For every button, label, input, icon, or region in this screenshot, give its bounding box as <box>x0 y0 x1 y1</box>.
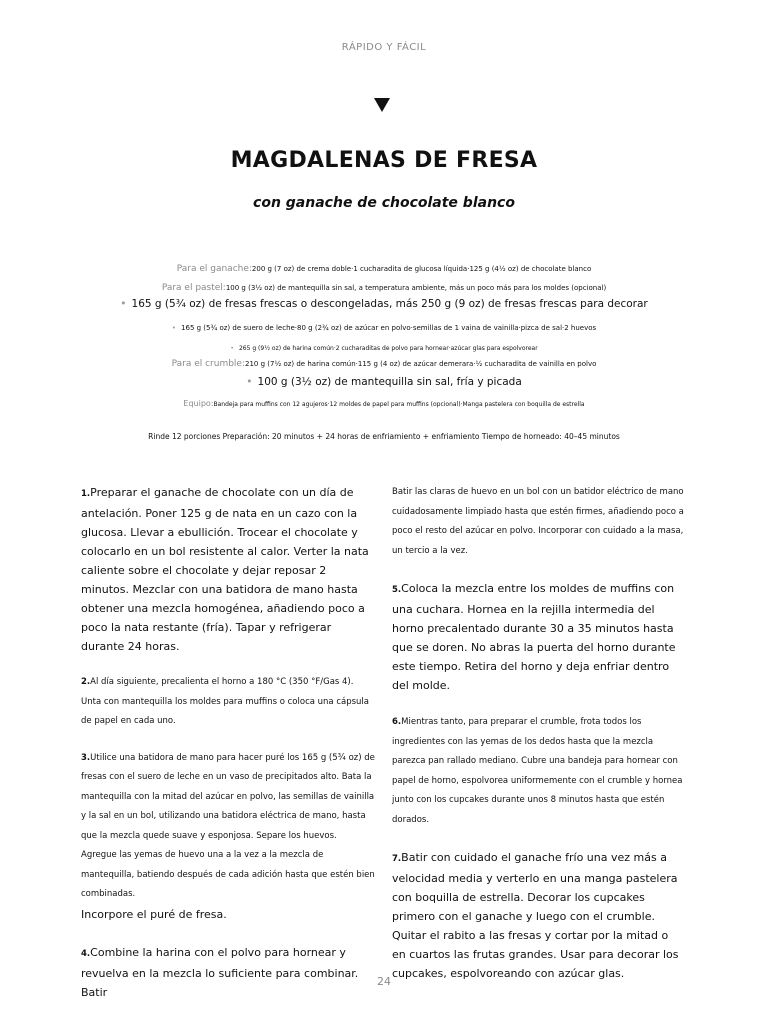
page-number: 24 <box>377 975 391 988</box>
ingredient-text: 100 g (3½ oz) de mantequilla sin sal, fría y picada <box>257 376 522 388</box>
ingredient-text: 100 g (3½ oz) de mantequilla sin sal, a temperatura ambiente, más un poco más para los moldes (opcional) <box>225 284 607 292</box>
bullet: • <box>120 298 127 310</box>
ingredient-text: Bandeja para muffins con 12 agujeros·12 moldes de papel para muffins (opcional)·Manga pastelera con boquilla de estrella <box>213 401 585 408</box>
page-subtitle: con ganache de chocolate blanco <box>253 195 515 211</box>
ingredient-text: 165 g (5¾ oz) de suero de leche·80 g (2¾ oz) de azúcar en polvo·semillas de 1 vaina de vainilla·pizca de sal·2 huevos <box>181 324 597 332</box>
running-head: RÁPIDO Y FÁCIL <box>341 42 427 53</box>
ingredient-line-pastel-item-2 <box>0 315 768 334</box>
step-number: 7. <box>392 854 402 864</box>
step-text: Coloca la mezcla entre los moldes de muffins con una cuchara. Hornea en la rejilla intermedia del horno precalentado durante 30 a 35 minutos hasta que se doren. No abras la puerta del horno durante este tiempo. Retira del horno y deja enfriar dentro del molde. <box>392 582 676 692</box>
step-3 <box>81 749 375 905</box>
ingredient-text: 265 g (9½ oz) de harina común·2 cucharaditas de polvo para hornear·azúcar glas para espolvorear <box>238 345 538 352</box>
step-2 <box>81 673 375 732</box>
ingredient-line-pastel-item-1 <box>0 292 768 311</box>
step-3-tail: Incorpore el puré de fresa. <box>81 907 227 921</box>
step-7 <box>392 848 684 983</box>
steps-column-left <box>81 483 375 1002</box>
ingredient-label: Para el crumble: <box>171 359 245 369</box>
step-text: Preparar el ganache de chocolate con un día de antelación. Poner 125 g de nata en un cazo con la glucosa. Llevar a ebullición. Trocear el chocolate y colocarlo en un bol resistente al calor. Verter la nata caliente sobre el chocolate y dejar reposar 2 minutos. Mezclar con una batidora de mano hasta obtener una mezcla homogénea, añadiendo poco a poco la nata restante (fría). Tapar y refrigerar durante 24 horas. <box>81 486 369 653</box>
ingredient-label: Para el ganache: <box>176 264 252 274</box>
ingredient-label: Para el pastel: <box>161 283 226 293</box>
triangle-down-icon <box>374 98 390 112</box>
steps-column-right <box>392 483 684 983</box>
step-number: 4. <box>81 948 91 959</box>
step-number: 1. <box>81 489 91 499</box>
step-5 <box>392 579 684 695</box>
ingredient-line-equipo <box>0 391 768 410</box>
bullet: • <box>171 324 176 332</box>
step-text: Combine la harina con el polvo para hornear y revuelva en la mezcla lo suficiente para combinar. Batir <box>81 945 359 999</box>
step-number: 6. <box>392 717 402 727</box>
ingredient-line-ganache <box>0 256 768 275</box>
step-text: Utilice una batidora de mano para hacer puré los 165 g (5¾ oz) de fresas con el suero de leche en un vaso de precipitados alto. Bata la mantequilla con la mitad del azúcar en polvo, las semillas de vainilla y la sal en un bol, utilizando una batidora eléctrica de mano, hasta que la mezcla quede suave y esponjosa. Separe los huevos. Agregue las yemas de huevo una a la vez a la mezcla de mantequilla, batiendo después de cada adición hasta que estén bien combinadas. <box>81 752 375 899</box>
step-4 <box>81 943 375 1002</box>
ingredient-text: 210 g (7½ oz) de harina común·115 g (4 oz) de azúcar demerara·½ cucharadita de vainilla en polvo <box>245 360 597 368</box>
ingredient-text: 165 g (5¾ oz) de fresas frescas o descongeladas, más 250 g (9 oz) de fresas frescas para decorar <box>131 298 648 310</box>
page-title: MAGDALENAS DE FRESA <box>230 148 538 173</box>
ingredient-line-crumble-item-1 <box>0 370 768 389</box>
step-text: Mientras tanto, para preparar el crumble, frota todos los ingredientes con las yemas de los dedos hasta que la mezcla parezca pan rallado mediano. Cubre una bandeja para hornear con papel de horno, espolvorea uniformemente con el crumble y hornea junto con los cupcakes durante unos 8 minutos hasta que estén dorados. <box>392 717 683 825</box>
ingredient-label: Equipo: <box>183 399 214 408</box>
bullet: • <box>246 376 253 388</box>
bullet: • <box>230 345 234 352</box>
ingredient-line-crumble <box>0 351 768 370</box>
recipe-yield: Rinde 12 porciones Preparación: 20 minutos + 24 horas de enfriamiento + enfriamiento Tiempo de horneado: 40–45 minutos <box>148 432 620 441</box>
step-4-continued: Batir las claras de huevo en un bol con un batidor eléctrico de mano cuidadosamente limpiado hasta que estén firmes, añadiendo poco a poco el resto del azúcar en polvo. Incorporar con cuidado a la masa, un tercio a la vez. <box>392 487 684 556</box>
step-number: 5. <box>392 585 402 595</box>
step-1 <box>81 483 375 656</box>
step-text: Batir con cuidado el ganache frío una vez más a velocidad media y verterlo en una manga pastelera con boquilla de estrella. Decorar los cupcakes primero con el ganache y luego con el crumble. Quitar el rabito a las fresas y cortar por la mitad o en cuartos las frutas grandes. Usar para decorar los cupcakes, espolvoreando con azúcar glas. <box>392 851 679 980</box>
step-number: 2. <box>81 677 91 687</box>
step-number: 3. <box>81 752 91 763</box>
step-6 <box>392 713 684 830</box>
ingredient-text: 200 g (7 oz) de crema doble·1 cucharadita de glucosa líquida·125 g (4½ oz) de chocolate blanco <box>251 265 592 273</box>
step-text: Al día siguiente, precalienta el horno a 180 °C (350 °F/Gas 4). Unta con mantequilla los moldes para muffins o coloca una cápsula de papel en cada uno. <box>81 677 370 726</box>
